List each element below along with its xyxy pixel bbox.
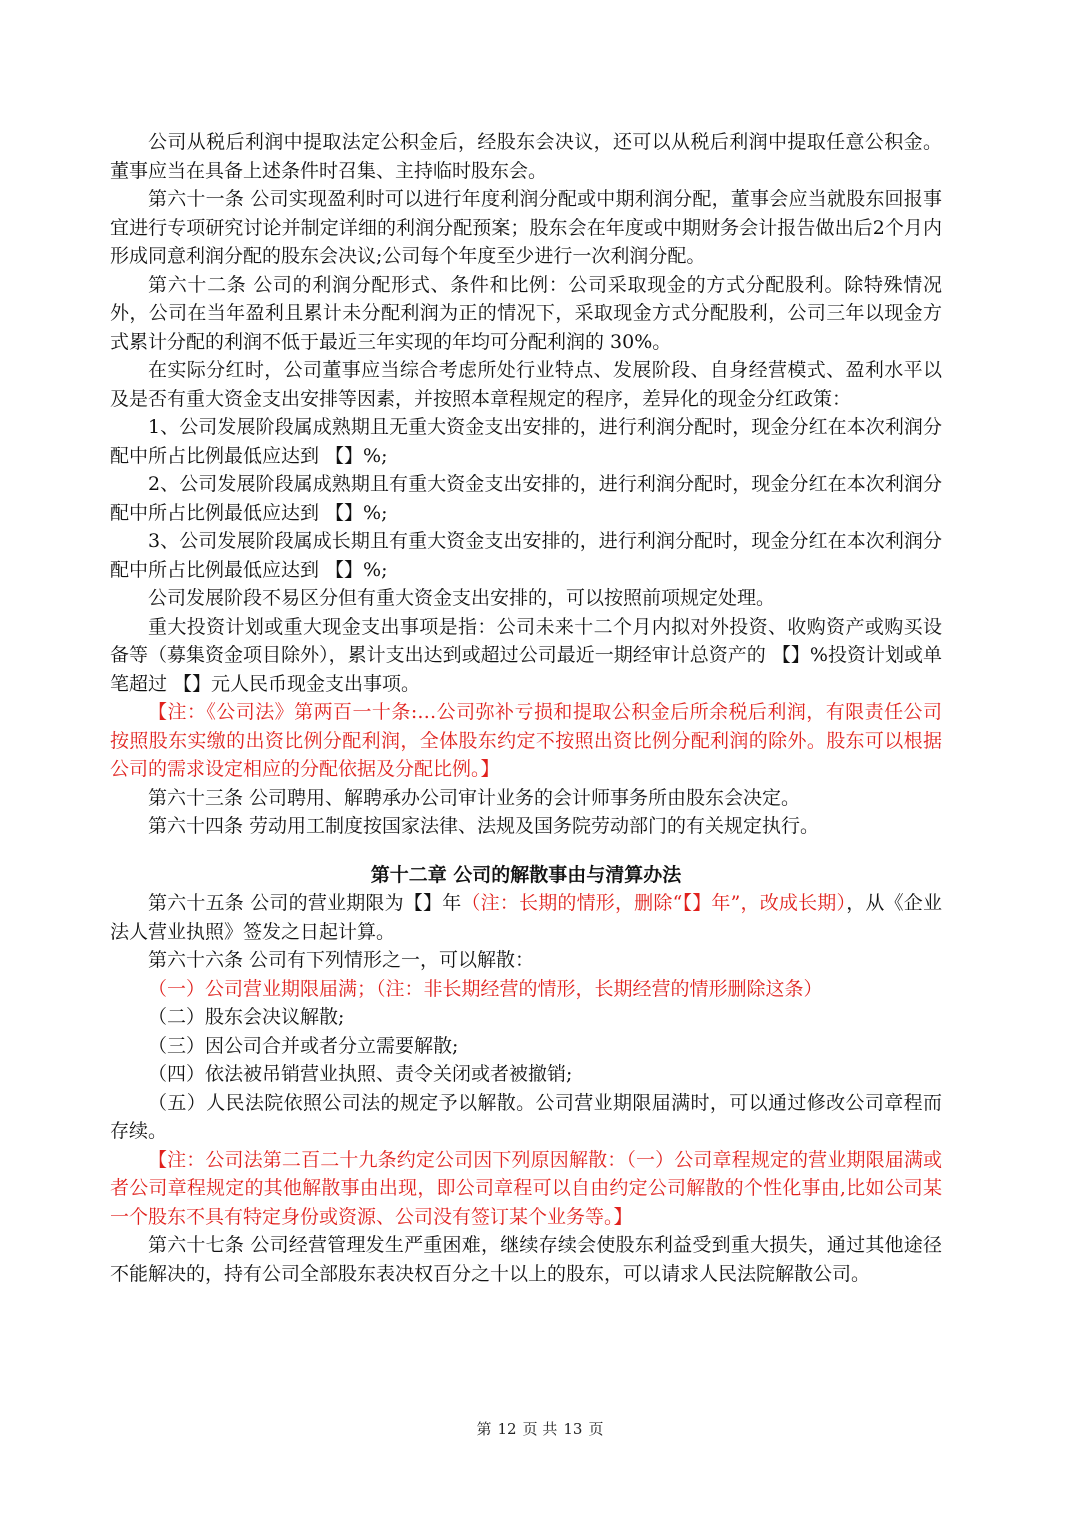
article-64: 第六十四条 劳动用工制度按国家法律、法规及国务院劳动部门的有关规定执行。 — [148, 815, 820, 837]
document-body — [110, 128, 942, 1288]
paragraph-reserve-fund: 公司从税后利润中提取法定公积金后，经股东会决议，还可以从税后利润中提取任意公积金。董事应当在具备上述条件时召集、主持临时股东会。 — [110, 131, 942, 182]
article-63: 第六十三条 公司聘用、解聘承办公司审计业务的会计师事务所由股东会决定。 — [148, 786, 801, 809]
footer-suffix: 页 — [588, 1420, 604, 1438]
footer-page-number: 12 — [497, 1420, 517, 1438]
article-61: 第六十一条 公司实现盈利时可以进行年度利润分配或中期利润分配，董事会应当就股东回报事宜进行专项研究讨论并制定详细的利润分配预案；股东会在年度或中期财务会计报告做出后2个月内形成同意利润分配的股东会决议;公司每个年度至少进行一次利润分配。 — [110, 188, 942, 267]
dissolution-item-4: （四）依法被吊销营业执照、责令关闭或者被撤销; — [148, 1063, 573, 1085]
page-footer — [0, 1418, 1080, 1439]
footer-middle: 页 共 — [522, 1420, 558, 1438]
paragraph-dividend-policy: 在实际分红时，公司董事应当综合考虑所处行业特点、发展阶段、自身经营模式、盈利水平以及是否有重大资金支出安排等因素，并按照本章程规定的程序，差异化的现金分红政策： — [110, 359, 942, 410]
note-company-law-210: 【注：《公司法》第两百一十条:…公司弥补亏损和提取公积金后所余税后利润，有限责任公司按照股东实缴的出资比例分配利润，全体股东约定不按照出资比例分配利润的除外。股东可以根据公司的需求设定相应的分配依据及分配比例。】 — [110, 701, 942, 780]
dissolution-item-2: （二）股东会决议解散; — [148, 1006, 345, 1028]
note-long-term: （注：长期的情形，删除“【】年”，改成长期） — [461, 892, 847, 914]
dividend-item-1: 1、公司发展阶段属成熟期且无重大资金支出安排的，进行利润分配时，现金分红在本次利润分配中所占比例最低应达到 【】%; — [110, 416, 942, 467]
note-company-law-229: 【注：公司法第二百二十九条约定公司因下列原因解散：（一）公司章程规定的营业期限届满或者公司章程规定的其他解散事由出现，即公司章程可以自由约定公司解散的个性化事由,比如公司某一个股东不具有特定身份或资源、公司没有签订某个业务等。】 — [110, 1148, 942, 1228]
article-67: 第六十七条 公司经营管理发生严重困难，继续存续会使股东利益受到重大损失，通过其他途径不能解决的，持有公司全部股东表决权百分之十以上的股东，可以请求人民法院解散公司。 — [110, 1234, 942, 1285]
paragraph-major-investment: 重大投资计划或重大现金支出事项是指：公司未来十二个月内拟对外投资、收购资产或购买设备等（募集资金项目除外），累计支出达到或超过公司最近一期经审计总资产的 【】%投资计划或单笔超过 【】元人民币现金支出事项。 — [110, 615, 942, 695]
chapter-heading: 第十二章 公司的解散事由与清算办法 — [370, 863, 682, 886]
dividend-item-3: 3、公司发展阶段属成长期且有重大资金支出安排的，进行利润分配时，现金分红在本次利润分配中所占比例最低应达到 【】%; — [110, 530, 942, 581]
dissolution-item-3: （三）因公司合并或者分立需要解散; — [148, 1034, 459, 1057]
paragraph-undetermined-stage: 公司发展阶段不易区分但有重大资金支出安排的，可以按照前项规定处理。 — [148, 587, 776, 609]
dividend-item-2: 2、公司发展阶段属成熟期且有重大资金支出安排的，进行利润分配时，现金分红在本次利润分配中所占比例最低应达到 【】%; — [110, 473, 942, 524]
footer-prefix: 第 — [476, 1420, 492, 1438]
article-62: 第六十二条 公司的利润分配形式、条件和比例：公司采取现金的方式分配股利。除特殊情况外，公司在当年盈利且累计未分配利润为正的情况下，采取现金方式分配股利，公司三年以现金方式累计分配的利润不低于最近三年实现的年均可分配利润的 30%。 — [110, 273, 942, 353]
article-65: 第六十五条 公司的营业期限为【】年（注：长期的情形，删除“【】年”，改成长期），从《企业法人营业执照》签发之日起计算。 — [110, 892, 942, 943]
footer-total-pages: 13 — [563, 1420, 583, 1438]
article-66: 第六十六条 公司有下列情形之一，可以解散： — [148, 949, 535, 971]
dissolution-item-5: （五）人民法院依照公司法的规定予以解散。公司营业期限届满时，可以通过修改公司章程而存续。 — [110, 1091, 942, 1142]
dissolution-item-1: （一）公司营业期限届满；（注：非长期经营的情形，长期经营的情形删除这条） — [148, 977, 823, 1000]
